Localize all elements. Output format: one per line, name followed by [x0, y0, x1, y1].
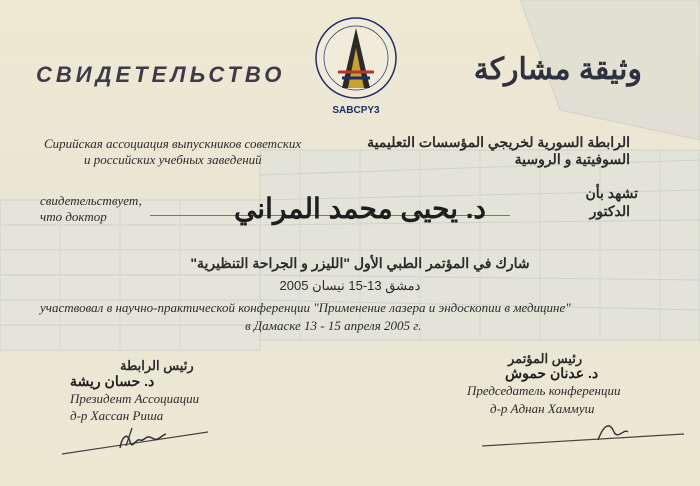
- doctor-label-ar: الدكتور: [589, 203, 630, 219]
- president-title-ar: رئيس الرابطة: [120, 358, 194, 373]
- association-name-ar-line2: السوفيتية و الروسية: [514, 151, 630, 167]
- chairman-title-ru: Председатель конференции: [467, 383, 621, 398]
- chairman-name-ru: д-р Аднан Хаммуш: [490, 401, 595, 416]
- certifies-ru-line2: что доктор: [40, 209, 107, 224]
- conference-date-ar: دمشق 13-15 نيسان 2005: [279, 278, 421, 293]
- certificate-title-ar: وثيقة مشاركة: [473, 53, 642, 86]
- certifies-text-ru: [40, 193, 142, 225]
- certifies-ru-line1: свидетельствует,: [40, 193, 142, 208]
- association-name-ar: [340, 134, 630, 168]
- president-title-ru: Президент Ассоциации: [70, 391, 200, 406]
- president-signature: [60, 418, 210, 458]
- conference-text-ru: участвовал в научно-практической конференции "Применение лазера и эндоскопии в медицине": [40, 300, 571, 315]
- chairman-title-ar: رئيس المؤتمر: [508, 351, 583, 366]
- president-name-ru: д-р Хассан Риша: [70, 408, 164, 423]
- president-name-ar: د. حسان ريشة: [70, 373, 155, 389]
- association-logo: [312, 8, 400, 120]
- chairman-name-ar: د. عدنان حموش: [505, 365, 599, 381]
- association-name-ru-line1: Сирийская ассоциация выпускников советских: [44, 136, 302, 151]
- recipient-name-ar: د. يحيى محمد المراني: [233, 193, 487, 224]
- association-name-ar-line1: الرابطة السورية لخريجي المؤسسات التعليمية: [367, 134, 630, 150]
- chairman-signature: [478, 410, 688, 450]
- conference-text-ar: شارك في المؤتمر الطبي الأول "الليزر و الجراحة التنظيرية": [190, 255, 530, 271]
- certificate-title-ru: СВИДЕТЕЛЬСТВО: [36, 62, 286, 87]
- association-name-ru: [44, 136, 344, 168]
- conference-date-ru: в Дамаске 13 - 15 апреля 2005 г.: [245, 318, 422, 333]
- certifies-text-ar: تشهد بأن: [585, 185, 638, 201]
- logo-abbreviation: SABCPY3: [332, 105, 380, 116]
- association-name-ru-line2: и российских учебных заведений: [84, 152, 262, 167]
